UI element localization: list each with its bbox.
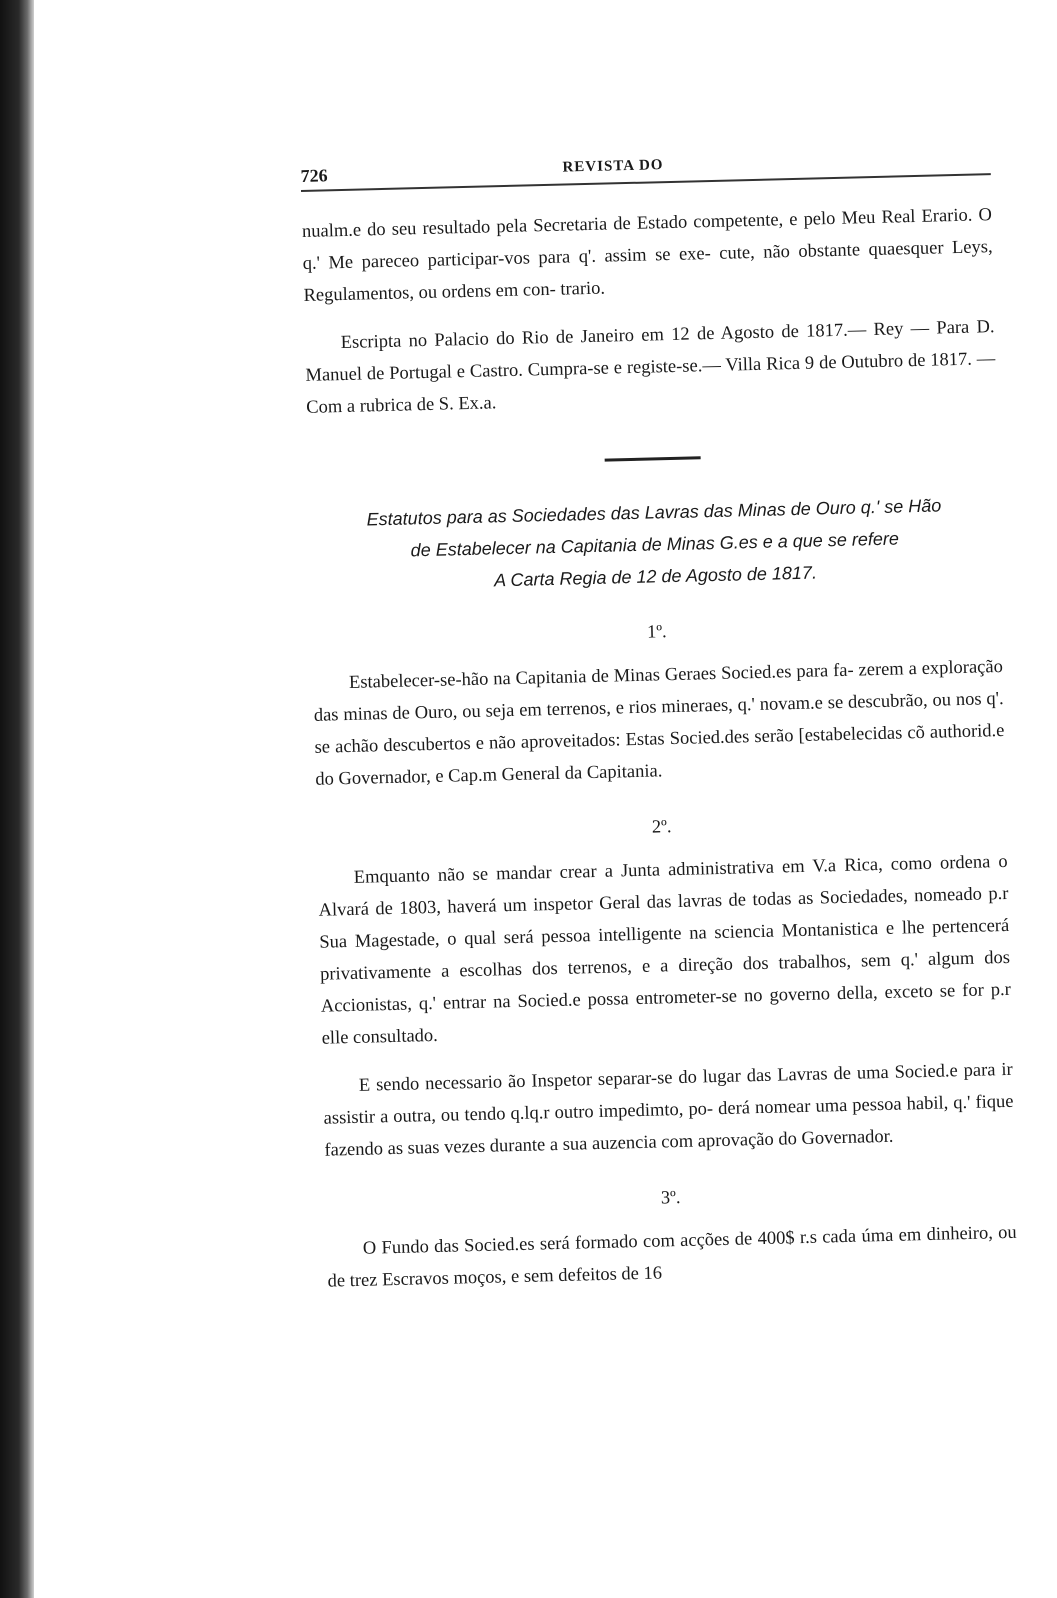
text-line: e não aproveitados: Estas Socied.des serão [estabelecidas cõ authorid.e do <box>315 720 1005 790</box>
text-line: Escripta no Palacio do Rio de Janeiro em 12 de Agosto de 1817.— <box>340 320 867 354</box>
statutes-title <box>309 488 1001 601</box>
text-line: a sua auzencia com aprovação do Governador. <box>549 1126 894 1156</box>
text-line: todas as Sociedades, nomeado p.r Sua Magestade, o qual será pessoa <box>319 883 1009 953</box>
section-divider <box>605 456 701 461</box>
text-line: Governador, e Cap.m General da Capitania. <box>338 761 663 790</box>
text-line: derá nomear uma pessoa habil, q.' fique fazendo as suas vezes durante <box>324 1091 1014 1161</box>
article-paragraph <box>317 846 1011 1055</box>
text-line: trario. <box>560 278 606 300</box>
text-line: O Fundo das Socied.es será formado com acções de 400$ r.s cada <box>362 1226 857 1259</box>
text-line: Estabelecer-se-hão na Capitania de Minas Geraes Socied.es para fa- <box>348 660 854 693</box>
text-line: mineraes, q.' novam.e se descubrão, ou nos q'. se achão descubertos <box>314 688 1004 758</box>
section-number: 1º. <box>646 622 667 643</box>
closing-paragraph <box>304 311 996 424</box>
text-line: Accionistas, q.' entrar na Socied.e possa entrometer-se no governo della, <box>320 983 878 1017</box>
title-line: A Carta Regia de 12 de Agosto de 1817. <box>493 562 818 591</box>
page-number: 726 <box>300 165 328 186</box>
text-line: intelligente na sciencia Montanistica e lhe pertencerá privativamente <box>319 915 1010 985</box>
text-line: Emquanto não se mandar crear a Junta administrativa em V.a Rica, <box>353 854 883 888</box>
text-line: Villa Rica 9 de Outubro de 1817. — Com a rubrica de S. Ex.a. <box>306 349 996 418</box>
article-paragraph <box>326 1217 1017 1298</box>
title-line: Estatutos para as Sociedades das Lavras das Minas de Ouro q.' se Hão <box>366 495 942 530</box>
text-line: uma Socied.e para ir assistir a outra, ou tendo q.lq.r outro impedimto, po- <box>323 1059 1013 1129</box>
text-line: como ordena o Alvará de 1803, haverá um inspetor Geral das lavras de <box>318 851 1008 921</box>
intro-paragraph <box>302 199 994 312</box>
section-number: 3º. <box>660 1188 681 1209</box>
text-line: exceto se for p.r elle consultado. <box>321 979 1012 1049</box>
text-line: nualm.e do seu resultado pela Secretaria de Estado competente, e pelo <box>301 208 836 242</box>
text-line: úma em dinheiro, ou de trez Escravos moços, e sem defeitos de 16 <box>327 1222 1017 1292</box>
text-line: a escolhas dos terrenos, e a direção dos trabalhos, sem q.' algum dos <box>440 947 1011 982</box>
article-paragraph <box>323 1054 1015 1167</box>
text-line: E sendo necessario ão Inspetor separar-se do lugar das Lavras de <box>358 1063 852 1096</box>
running-head: REVISTA DO <box>562 157 664 176</box>
scan-binding-edge <box>0 0 34 1598</box>
text-line: cute, não obstante quaesquer Leys, Regulamentos, ou ordens em con- <box>303 237 993 306</box>
document-page <box>300 133 1018 1298</box>
text-line: Meu Real Erario. O q.' Me pareceo participar-vos para q'. assim se exe- <box>302 205 993 274</box>
section-number: 2º. <box>651 817 672 838</box>
text-line: Rey — Para D. Manuel de Portugal e Castro. Cumpra-se e registe-se.— <box>305 317 995 386</box>
page-header <box>300 133 991 192</box>
title-line: de Estabelecer na Capitania de Minas G.es e a que se refere <box>410 528 900 561</box>
text-line: zerem a exploração das minas de Ouro, ou seja em terrenos, e rios <box>313 656 1004 726</box>
article-paragraph <box>313 651 1006 796</box>
